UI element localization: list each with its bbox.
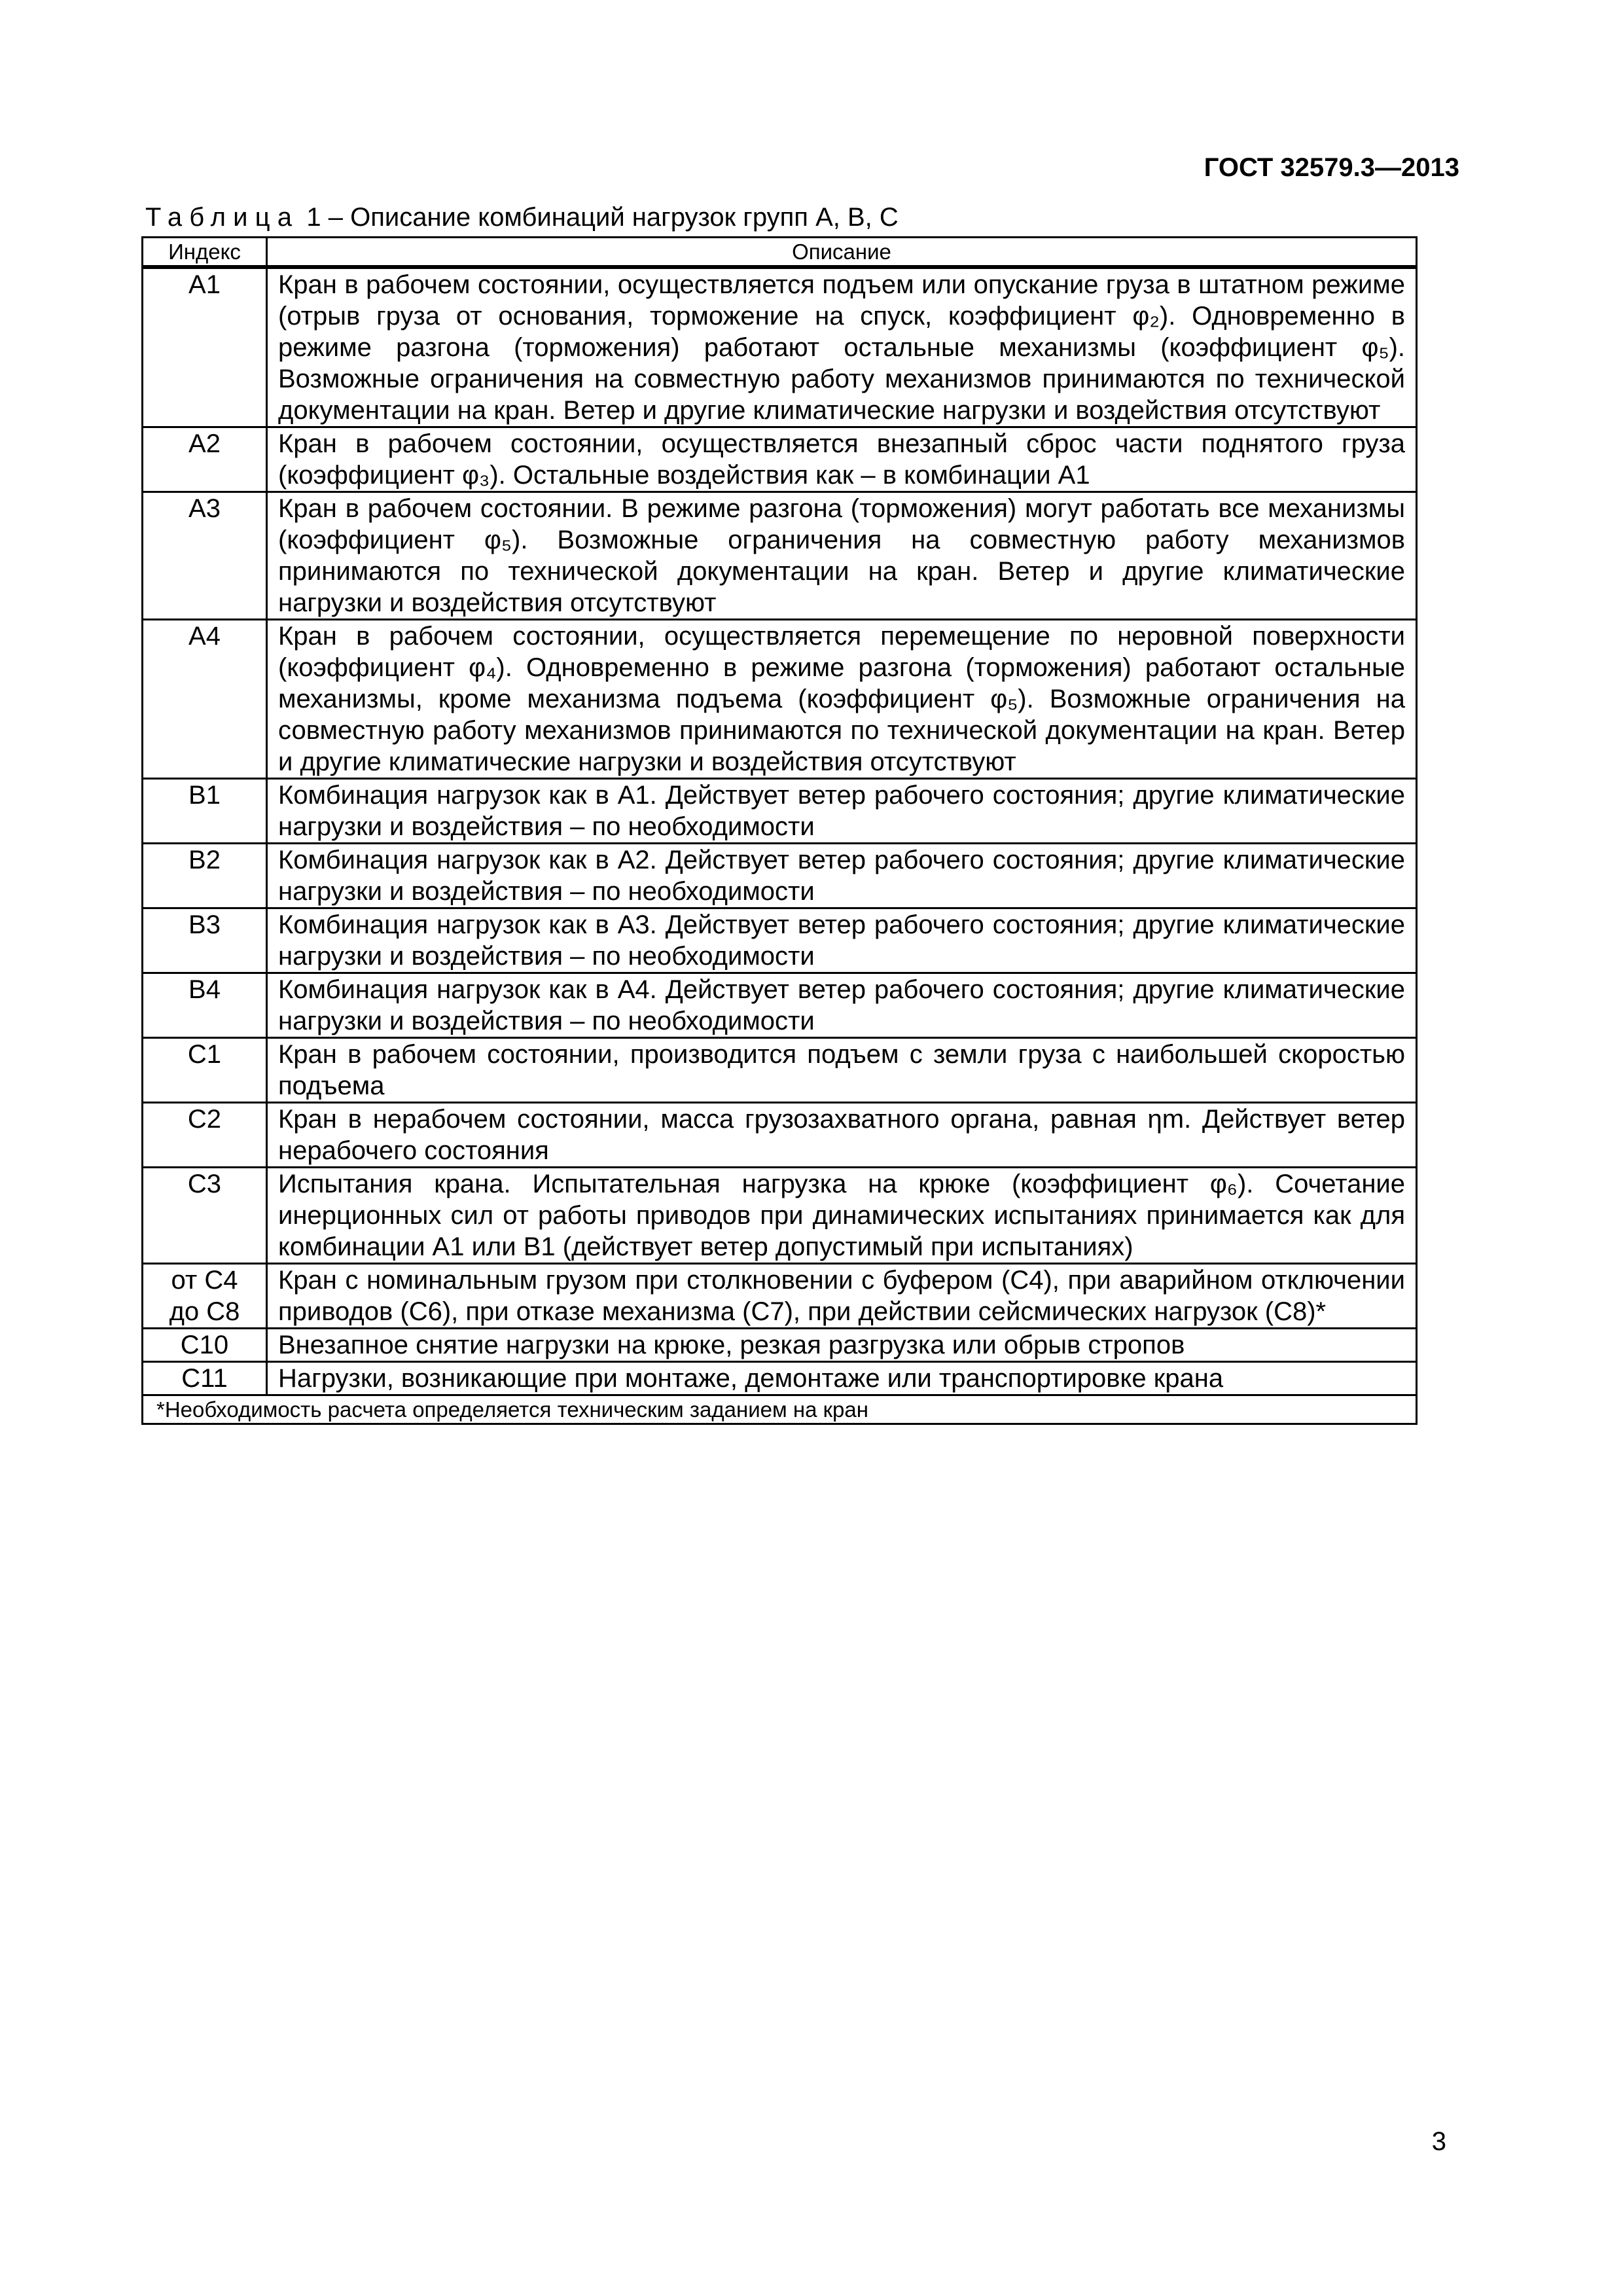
table-caption-word: Таблица [145,203,300,232]
row-index: В2 [143,844,267,908]
row-description: Кран в рабочем состоянии, осуществляется перемещение по неровной поверхности (коэффициент φ₄). Одновременно в режиме разгона (торможения) работают остальные механизмы, кроме механизма подъема (коэффициент φ₅). Возможные ограничения на совместную работу механизмов принимаются по технической документации на кран. Ветер и другие климатические нагрузки и воздействия отсутствуют [267,620,1417,779]
row-index: А1 [143,267,267,427]
table-row [143,779,1417,844]
table-row [143,908,1417,973]
table-row [143,492,1417,620]
table-caption [145,203,899,232]
row-description: Кран в нерабочем состоянии, масса грузозахватного органа, равная ηm. Действует ветер нерабочего состояния [267,1103,1417,1168]
row-index: С11 [143,1362,267,1395]
row-index: А4 [143,620,267,779]
row-description: Кран в рабочем состоянии. В режиме разгона (торможения) могут работать все механизмы (коэффициент φ₅). Возможные ограничения на совместную работу механизмов принимаются по технической документации на кран. Ветер и другие климатические нагрузки и воздействия отсутствуют [267,492,1417,620]
table-row [143,620,1417,779]
table-row [143,1362,1417,1395]
document-code: ГОСТ 32579.3—2013 [1204,153,1459,182]
table-row [143,973,1417,1038]
table-row [143,844,1417,908]
row-description: Кран с номинальным грузом при столкновении с буфером (С4), при аварийном отключении приводов (С6), при отказе механизма (С7), при действии сейсмических нагрузок (С8)* [267,1264,1417,1329]
row-description: Испытания крана. Испытательная нагрузка на крюке (коэффициент φ₆). Сочетание инерционных сил от работы приводов при динамических испытаниях принимается как для комбинации А1 или В1 (действует ветер допустимый при испытаниях) [267,1168,1417,1264]
table-footnote: *Необходимость расчета определяется техническим заданием на кран [143,1395,1417,1424]
row-description: Кран в рабочем состоянии, производится подъем с земли груза с наибольшей скоростью подъема [267,1038,1417,1103]
row-description: Нагрузки, возникающие при монтаже, демонтаже или транспортировке крана [267,1362,1417,1395]
column-header-index: Индекс [143,238,267,268]
column-header-description: Описание [267,238,1417,268]
row-index: С1 [143,1038,267,1103]
row-index: А2 [143,427,267,492]
table-header-row [143,238,1417,268]
row-description: Комбинация нагрузок как в А4. Действует ветер рабочего состояния; другие климатические нагрузки и воздействия – по необходимости [267,973,1417,1038]
row-index: С3 [143,1168,267,1264]
table-row [143,427,1417,492]
row-description: Комбинация нагрузок как в А1. Действует ветер рабочего состояния; другие климатические нагрузки и воздействия – по необходимости [267,779,1417,844]
table-row [143,1168,1417,1264]
row-index: В3 [143,908,267,973]
row-index: В1 [143,779,267,844]
table-footnote-row [143,1395,1417,1424]
row-description: Комбинация нагрузок как в А2. Действует ветер рабочего состояния; другие климатические нагрузки и воздействия – по необходимости [267,844,1417,908]
table-caption-text: 1 – Описание комбинаций нагрузок групп А, В, С [299,203,899,232]
row-index: от С4 до С8 [143,1264,267,1329]
load-combinations-table [141,236,1418,1425]
row-description: Внезапное снятие нагрузки на крюке, резкая разгрузка или обрыв стропов [267,1329,1417,1362]
table-row [143,1329,1417,1362]
table-row [143,1264,1417,1329]
row-description: Комбинация нагрузок как в А3. Действует ветер рабочего состояния; другие климатические нагрузки и воздействия – по необходимости [267,908,1417,973]
row-description: Кран в рабочем состоянии, осуществляется подъем или опускание груза в штатном режиме (отрыв груза от основания, торможение на спуск, коэффициент φ₂). Одновременно в режиме разгона (торможения) работают остальные механизмы (коэффициент φ₅). Возможные ограничения на совместную работу механизмов принимаются по технической документации на кран. Ветер и другие климатические нагрузки и воздействия отсутствуют [267,267,1417,427]
page-number: 3 [1431,2127,1446,2156]
row-index: В4 [143,973,267,1038]
table-row [143,1038,1417,1103]
row-description: Кран в рабочем состоянии, осуществляется внезапный сброс части поднятого груза (коэффициент φ₃). Остальные воздействия как – в комбинации А1 [267,427,1417,492]
row-index: А3 [143,492,267,620]
table-row [143,267,1417,427]
row-index: С10 [143,1329,267,1362]
table-row [143,1103,1417,1168]
row-index: С2 [143,1103,267,1168]
